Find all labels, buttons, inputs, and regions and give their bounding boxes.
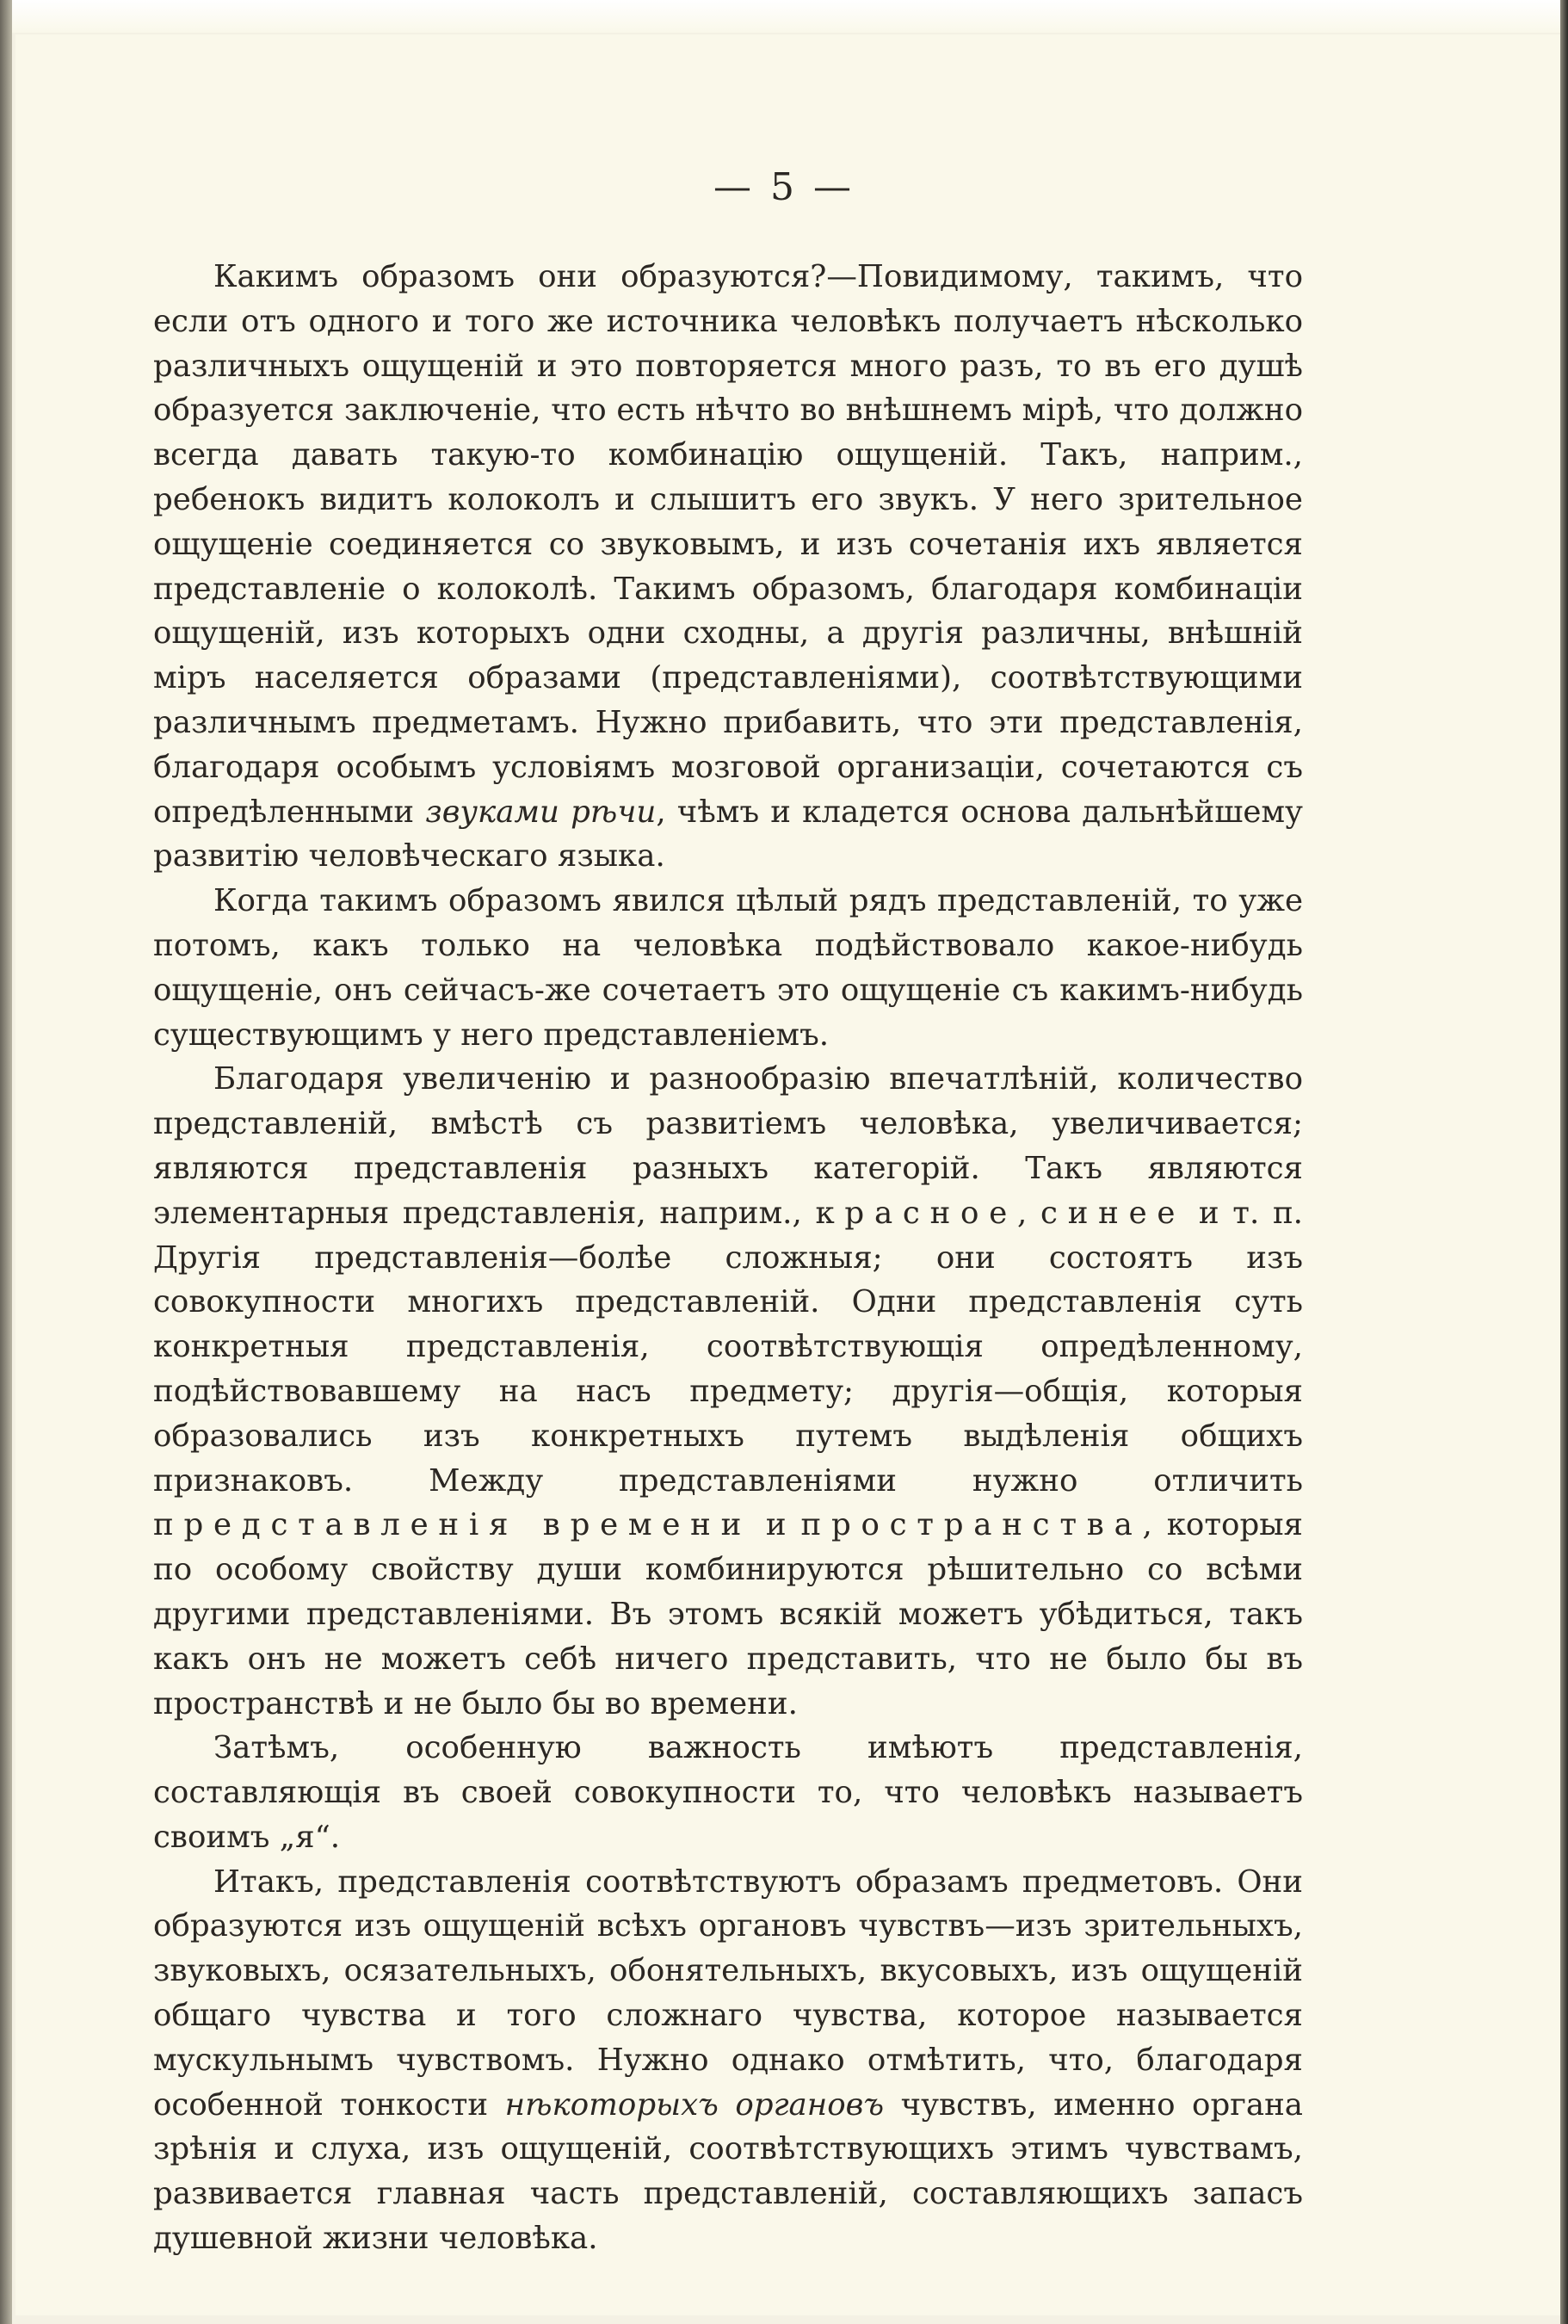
italic-segment: звуками рѣчи: [425, 794, 657, 830]
text-segment: Благодаря увеличенію и разнообразію впечатлѣній, количество представленій, вмѣстѣ съ развитіемъ человѣка, увеличивается; являются представленія разныхъ категорій. Такъ являются элементарныя представленія, наприм.,: [153, 1061, 1303, 1231]
spaced-segment: представленія времени: [153, 1507, 752, 1543]
paragraph: [153, 1057, 1303, 1726]
page-top-edge: [0, 0, 1568, 33]
paragraph: [153, 879, 1303, 1057]
text-segment: , которыя по особому свойству души комбинируются рѣшительно со всѣми другими представленіями. Въ этомъ всякій можетъ убѣдиться, такъ какъ онъ не можетъ себѣ ничего представить, что не было бы въ пространствѣ и не было бы во времени.: [153, 1507, 1303, 1721]
page-left-edge: [0, 0, 12, 2324]
page-number: — 5 —: [713, 165, 855, 209]
spaced-segment: синее: [1040, 1195, 1186, 1231]
spaced-segment: красное: [815, 1195, 1018, 1231]
text-segment: Какимъ образомъ они образуются?—Повидимому, такимъ, что если отъ одного и того же источника человѣкъ получаетъ нѣсколько различныхъ ощущеній и это повторяется много разъ, то въ его душѣ образуется заключеніе, что есть нѣчто во внѣшнемъ мірѣ, что должно всегда давать такую-то комбинацію ощущеній. Такъ, наприм., ребенокъ видитъ колоколъ и слышитъ его звукъ. У него зрительное ощущеніе соединяется со звуковымъ, и изъ сочетанія ихъ является представленіе о колоколѣ. Такимъ образомъ, благодаря комбинаціи ощущеній, изъ которыхъ одни сходны, а другія различны, внѣшній міръ населяется образами (представленіями), соотвѣтствующими различнымъ предметамъ. Нужно прибавить, что эти представленія, благодаря особымъ условіямъ мозговой организаціи, сочетаются съ опредѣленными: [153, 259, 1303, 830]
text-segment: и т. п. Другія представленія—болѣе сложныя; они состоятъ изъ совокупности многихъ представленій. Одни представленія суть конкретныя представленія, соотвѣтствующія опредѣленному, подѣйствовавшему на насъ предмету; другія—общія, которыя образовались изъ конкретныхъ путемъ выдѣленія общихъ признаковъ. Между представленіями нужно отличить: [153, 1195, 1303, 1499]
page-right-edge: [1560, 0, 1568, 2324]
text-segment: Затѣмъ, особенную важность имѣютъ представленія, составляющія въ своей совокупности то, что человѣкъ называетъ своимъ „я“.: [153, 1730, 1303, 1855]
text-segment: чувствъ, именно органа зрѣнія и слуха, изъ ощущеній, соотвѣтствующихъ этимъ чувствамъ, развивается главная часть представленій, составляющихъ запасъ душевной жизни человѣка.: [153, 2086, 1303, 2257]
text-segment: ,: [1017, 1195, 1041, 1231]
body-text: [153, 255, 1303, 2261]
text-segment: Итакъ, представленія соотвѣтствуютъ образамъ предметовъ. Они образуются изъ ощущеній всѣхъ органовъ чувствъ—изъ зрительныхъ, звуковыхъ, осязательныхъ, обонятельныхъ, вкусовыхъ, изъ ощущеній общаго чувства и того сложнаго чувства, которое называется мускульнымъ чувствомъ. Нужно однако отмѣтить, что, благодаря особенной тонкости: [153, 1864, 1303, 2123]
paragraph: [153, 255, 1303, 879]
text-segment: Когда такимъ образомъ явился цѣлый рядъ представленій, то уже потомъ, какъ только на человѣка подѣйствовало какое-нибудь ощущеніе, онъ сейчасъ-же сочетаетъ это ощущеніе съ какимъ-нибудь существующимъ у него представленіемъ.: [153, 883, 1303, 1053]
italic-segment: нѣкоторыхъ органовъ: [504, 2086, 885, 2123]
text-segment: , чѣмъ и кладется основа дальнѣйшему развитію человѣческаго языка.: [153, 794, 1303, 875]
paragraph: [153, 1860, 1303, 2261]
text-segment: и: [751, 1507, 801, 1543]
paragraph: [153, 1726, 1303, 1859]
spaced-segment: пространства: [800, 1507, 1143, 1543]
